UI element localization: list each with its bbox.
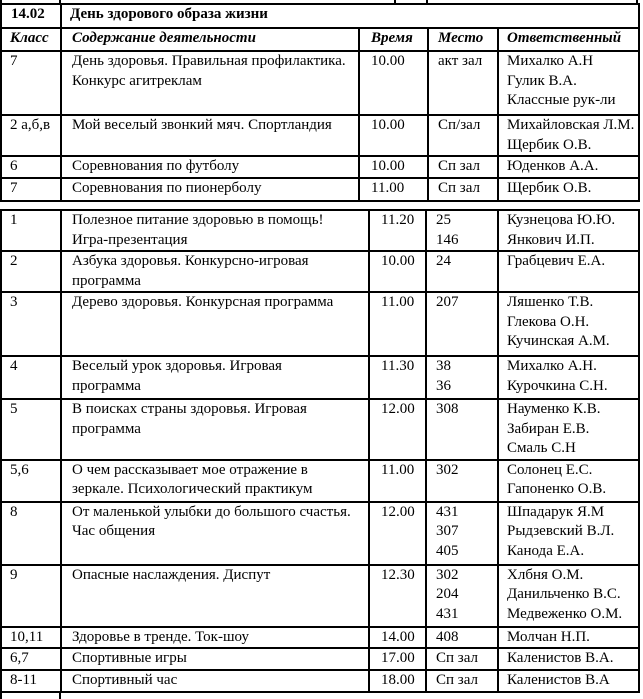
text-line: Данильченко В.С. [507,586,621,602]
text-line: Курочкина С.Н. [507,377,608,394]
text-line: 5 [10,401,18,417]
place-cell [426,627,498,649]
time-cell [359,115,428,156]
responsible-cell [498,565,639,627]
text-line: Канода Е.А. [507,542,585,559]
class-cell [1,460,61,502]
place-cell [426,565,498,627]
class-cell [1,115,61,156]
table-rows-section [1,210,639,692]
responsible-cell [498,51,639,115]
text-line: Опасные наслаждения. Диспут [72,566,271,583]
text-line: 2 а,б,в [10,117,51,133]
text-line: 10,11 [10,628,44,645]
content-cell [61,292,369,356]
content-cell [61,460,369,502]
time-cell [369,356,426,399]
time-cell [369,670,426,692]
class-cell [1,292,61,356]
text-line: 38 [436,358,451,374]
responsible-cell [498,356,639,399]
text-line: 207 [436,294,459,310]
time-cell [369,627,426,649]
table-row [1,251,639,292]
text-line: 11.00 [371,180,405,196]
text-line: 204 [436,586,459,602]
text-line: Щербик О.В. [507,180,592,196]
responsible-cell [498,251,639,292]
time-cell [359,51,428,115]
header-content: Содержание деятельности [61,28,359,51]
content-cell [61,51,359,115]
class-cell [1,156,61,178]
time-cell [369,251,426,292]
text-line: Конкурс агитреклам [72,72,202,89]
content-cell [61,502,369,565]
text-line: Михайловская Л.М. [507,117,635,133]
text-line: От маленькой улыбки до большого счастья. [72,503,351,520]
header-time: Время [359,28,428,51]
day-title-cell: День здорового образа жизни [61,4,639,28]
place-cell [428,115,498,156]
text-line: Азбука здоровья. Конкурсно-игровая [72,253,309,269]
text-line: Хлбня О.М. [507,566,584,583]
text-line: Игра-презентация [72,231,188,248]
time-cell [359,178,428,201]
class-cell [1,51,61,115]
text-line: 36 [436,377,451,394]
text-line: 10.00 [371,158,405,174]
text-line: Веселый урок здоровья. Игровая [72,358,282,374]
responsible-cell [498,210,639,251]
text-line: Соревнования по пионерболу [72,180,262,196]
text-line: 11.30 [381,358,415,374]
content-cell [61,670,369,692]
text-line: 12.00 [381,503,415,520]
text-line: 3 [10,294,18,310]
text-line: Медвеженко О.М. [507,605,623,622]
table-border-stub [0,693,2,699]
table-row [1,460,639,502]
text-line: 2 [10,253,18,269]
text-line: программа [72,377,141,394]
content-cell [61,115,359,156]
text-line: программа [72,272,141,289]
table-row [1,399,639,460]
place-cell [426,648,498,670]
text-line: 431 [436,605,459,622]
text-line: 9 [10,566,18,583]
text-line: программа [72,420,141,437]
text-line: 17.00 [381,650,415,666]
content-cell [61,565,369,627]
table-row [1,156,639,178]
place-cell [426,356,498,399]
text-line: Сп зал [438,158,480,174]
table-row [1,292,639,356]
text-line: Кучинская А.М. [507,333,610,349]
place-cell [428,178,498,201]
next-row-clipped-edge [0,693,643,699]
text-line: 431 [436,503,459,520]
content-cell [61,156,359,178]
text-line: Сп/зал [438,117,481,133]
content-cell [61,251,369,292]
text-line: Науменко К.В. [507,401,601,417]
time-cell [369,648,426,670]
place-cell [426,251,498,292]
table-border-stub [59,0,61,3]
table-row [1,356,639,399]
text-line: 1 [10,212,18,228]
date-cell: 14.02 [1,4,61,28]
table-border-stub [426,0,428,3]
table-rows-section [1,51,639,201]
date-title-row [1,4,639,28]
place-cell [426,292,498,356]
responsible-cell [498,292,639,356]
place-cell [426,670,498,692]
class-cell [1,648,61,670]
class-cell [1,670,61,692]
time-cell [369,565,426,627]
text-line: 7 [10,180,18,196]
table-border-stub [636,0,638,3]
text-line: Михалко А.Н [507,53,594,69]
time-cell [369,292,426,356]
text-line: 11.00 [381,294,415,310]
text-line: 11.20 [381,212,415,228]
text-line: В поисках страны здоровья. Игровая [72,401,307,417]
class-cell [1,210,61,251]
responsible-cell [498,670,639,692]
class-cell [1,565,61,627]
text-line: Янкович И.П. [507,231,595,248]
text-line: 6 [10,158,18,174]
text-line: Здоровье в тренде. Ток-шоу [72,628,249,645]
text-line: Михалко А.Н. [507,358,597,374]
text-line: Ляшенко Т.В. [507,294,594,310]
text-line: Щербик О.В. [507,136,592,153]
place-cell [428,51,498,115]
text-line: Сп зал [436,671,478,688]
text-line: 11.00 [381,461,415,478]
table-border-stub [394,0,396,3]
text-line: 18.00 [381,671,415,688]
header-responsible: Ответственный [498,28,639,51]
table-gap [0,202,643,209]
text-line: Мой веселый звонкий мяч. Спортландия [72,117,332,133]
text-line: Сп зал [436,650,478,666]
content-cell [61,178,359,201]
text-line: Юденков А.А. [507,158,599,174]
content-cell [61,356,369,399]
text-line: Забиран Е.В. [507,420,590,437]
text-line: 4 [10,358,18,374]
text-line: 12.00 [381,401,415,417]
text-line: Час общения [72,523,156,539]
text-line: 302 [436,566,459,583]
text-line: Молчан Н.П. [507,628,590,645]
class-cell [1,178,61,201]
place-cell [426,502,498,565]
table-row [1,565,639,627]
text-line: Рыдзевский В.Л. [507,523,615,539]
text-line: акт зал [438,53,483,69]
text-line: Шпадарук Я.М [507,503,605,520]
class-cell [1,251,61,292]
text-line: Смаль С.Н [507,440,576,456]
text-line: Гапоненко О.В. [507,481,607,497]
table-header-section [1,4,639,51]
text-line: Солонец Е.С. [507,461,593,478]
table-row [1,115,639,156]
table-row [1,670,639,692]
text-line: О чем рассказывает мое отражение в [72,461,308,478]
schedule-table-top [0,3,640,202]
text-line: Кузнецова Ю.Ю. [507,212,616,228]
text-line: 24 [436,253,451,269]
text-line: 5,6 [10,461,29,478]
text-line: 8-11 [10,671,37,688]
text-line: 14.00 [381,628,415,645]
text-line: 302 [436,461,459,478]
class-cell [1,627,61,649]
table-row [1,51,639,115]
place-cell [426,460,498,502]
text-line: 8 [10,503,18,520]
responsible-cell [498,115,639,156]
column-header-row [1,28,639,51]
text-line: зеркале. Психологический практикум [72,481,313,497]
text-line: Каленистов В.А [507,671,610,688]
text-line: Гулик В.А. [507,72,577,89]
text-line: Спортивные игры [72,650,187,666]
content-cell [61,399,369,460]
place-cell [426,399,498,460]
responsible-cell [498,648,639,670]
responsible-cell [498,502,639,565]
responsible-cell [498,399,639,460]
text-line: 308 [436,401,459,417]
text-line: Глекова О.Н. [507,313,590,330]
time-cell [369,460,426,502]
time-cell [369,399,426,460]
text-line: 6,7 [10,650,29,666]
text-line: Полезное питание здоровью в помощь! [72,212,324,228]
text-line: 408 [436,628,459,645]
content-cell [61,648,369,670]
text-line: Дерево здоровья. Конкурсная программа [72,294,334,310]
text-line: Каленистов В.А. [507,650,614,666]
previous-row-clipped-edge [0,0,643,3]
text-line: 10.00 [371,53,405,69]
class-cell [1,356,61,399]
text-line: Сп зал [438,180,480,196]
header-place: Место [428,28,498,51]
class-cell [1,502,61,565]
table-row [1,178,639,201]
text-line: 7 [10,53,18,69]
text-line: 10.00 [381,253,415,269]
responsible-cell [498,460,639,502]
text-line: Классные рук-ли [507,92,616,108]
table-border-stub [0,0,2,3]
schedule-table-bottom [0,209,640,693]
table-border-stub [59,693,61,699]
table-row [1,210,639,251]
responsible-cell [498,627,639,649]
text-line: 405 [436,542,459,559]
place-cell [428,156,498,178]
text-line: 25 [436,212,451,228]
text-line: 10.00 [371,117,405,133]
table-row [1,502,639,565]
content-cell [61,210,369,251]
text-line: Грабцевич Е.А. [507,253,606,269]
responsible-cell [498,178,639,201]
text-line: 307 [436,523,459,539]
responsible-cell [498,156,639,178]
time-cell [369,502,426,565]
time-cell [359,156,428,178]
header-class: Класс [1,28,61,51]
text-line: Соревнования по футболу [72,158,240,174]
content-cell [61,627,369,649]
class-cell [1,399,61,460]
table-row [1,648,639,670]
text-line: 12.30 [381,566,415,583]
table-row [1,627,639,649]
text-line: 146 [436,231,459,248]
place-cell [426,210,498,251]
text-line: День здоровья. Правильная профилактика. [72,53,346,69]
time-cell [369,210,426,251]
text-line: Спортивный час [72,671,178,688]
